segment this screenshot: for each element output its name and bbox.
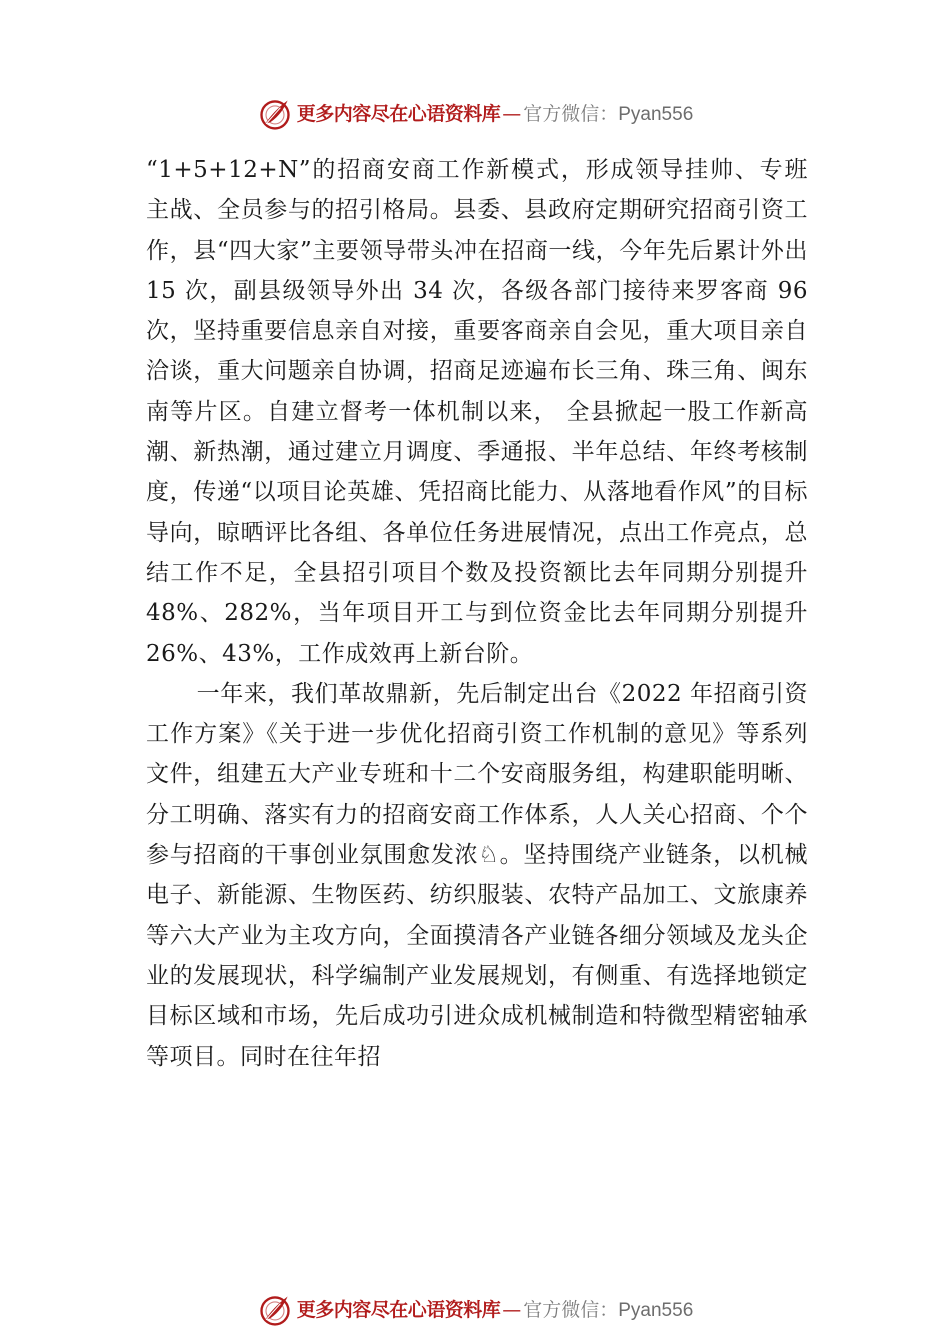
page-header-banner	[0, 94, 950, 134]
quill-pen-logo-icon	[257, 96, 293, 132]
footer-banner-text	[296, 1298, 694, 1321]
document-body	[146, 150, 808, 1077]
quill-pen-logo-icon	[257, 1292, 293, 1328]
header-banner-text	[296, 102, 694, 125]
footer-banner-wechat-account: Pyan556	[618, 1299, 694, 1321]
header-banner-wechat-account: Pyan556	[618, 103, 694, 125]
footer-banner-title: 更多内容尽在心语资料库	[296, 1298, 501, 1321]
footer-banner-wechat-label: 官方微信：	[523, 1298, 619, 1321]
body-paragraph: 一年来，我们革故鼎新，先后制定出台《2022 年招商引资工作方案》《关于进一步优化招商引资工作机制的意见》等系列文件，组建五大产业专班和十二个安商服务组，构建职能明晰、分工明确、落实有力的招商安商工作体系，人人关心招商、个个参与招商的干事创业氛围愈发浓♘。坚持围绕产业链条，以机械电子、新能源、生物医药、纺织服装、农特产品加工、文旅康养等六大产业为主攻方向，全面摸清各产业链各细分领域及龙头企业的发展现状，科学编制产业发展规划，有侧重、有选择地锁定目标区域和市场，先后成功引进众成机械制造和特微型精密轴承等项目。同时在往年招	[146, 680, 808, 1070]
footer-banner-dash: —	[502, 1298, 522, 1321]
header-banner-title: 更多内容尽在心语资料库	[296, 102, 501, 125]
header-banner-dash: —	[502, 102, 522, 125]
page-footer-banner	[0, 1290, 950, 1330]
body-paragraph: “1+5+12+N”的招商安商工作新模式，形成领导挂帅、专班 主战、全员参与的招引格局。县委、县政府定期研究招商引资工作，县“四大家”主要领导带头冲在招商一线，今年先后累计外出 15 次，副县级领导外出 34 次，各级各部门接待来罗客商 96 次，坚持重要信息亲自对接，重要客商亲自会见，重大项目亲自洽谈，重大问题亲自协调，招商足迹遍布长三角、珠三角、闽东南等片区。自建立督考一体机制以来， 全县掀起一股工作新高潮、新热潮，通过建立月调度、季通报、半年总结、年终考核制度，传递“以项目论英雄、凭招商比能力、从落地看作风”的目标导向，晾晒评比各组、各单位任务进展情况，点出工作亮点，总结工作不足，全县招引项目个数及投资额比去年同期分别提升 48%、282%，当年项目开工与到位资金比去年同期分别提升 26%、43%，工作成效再上新台阶。	[146, 157, 808, 667]
header-banner-wechat-label: 官方微信：	[523, 102, 619, 125]
